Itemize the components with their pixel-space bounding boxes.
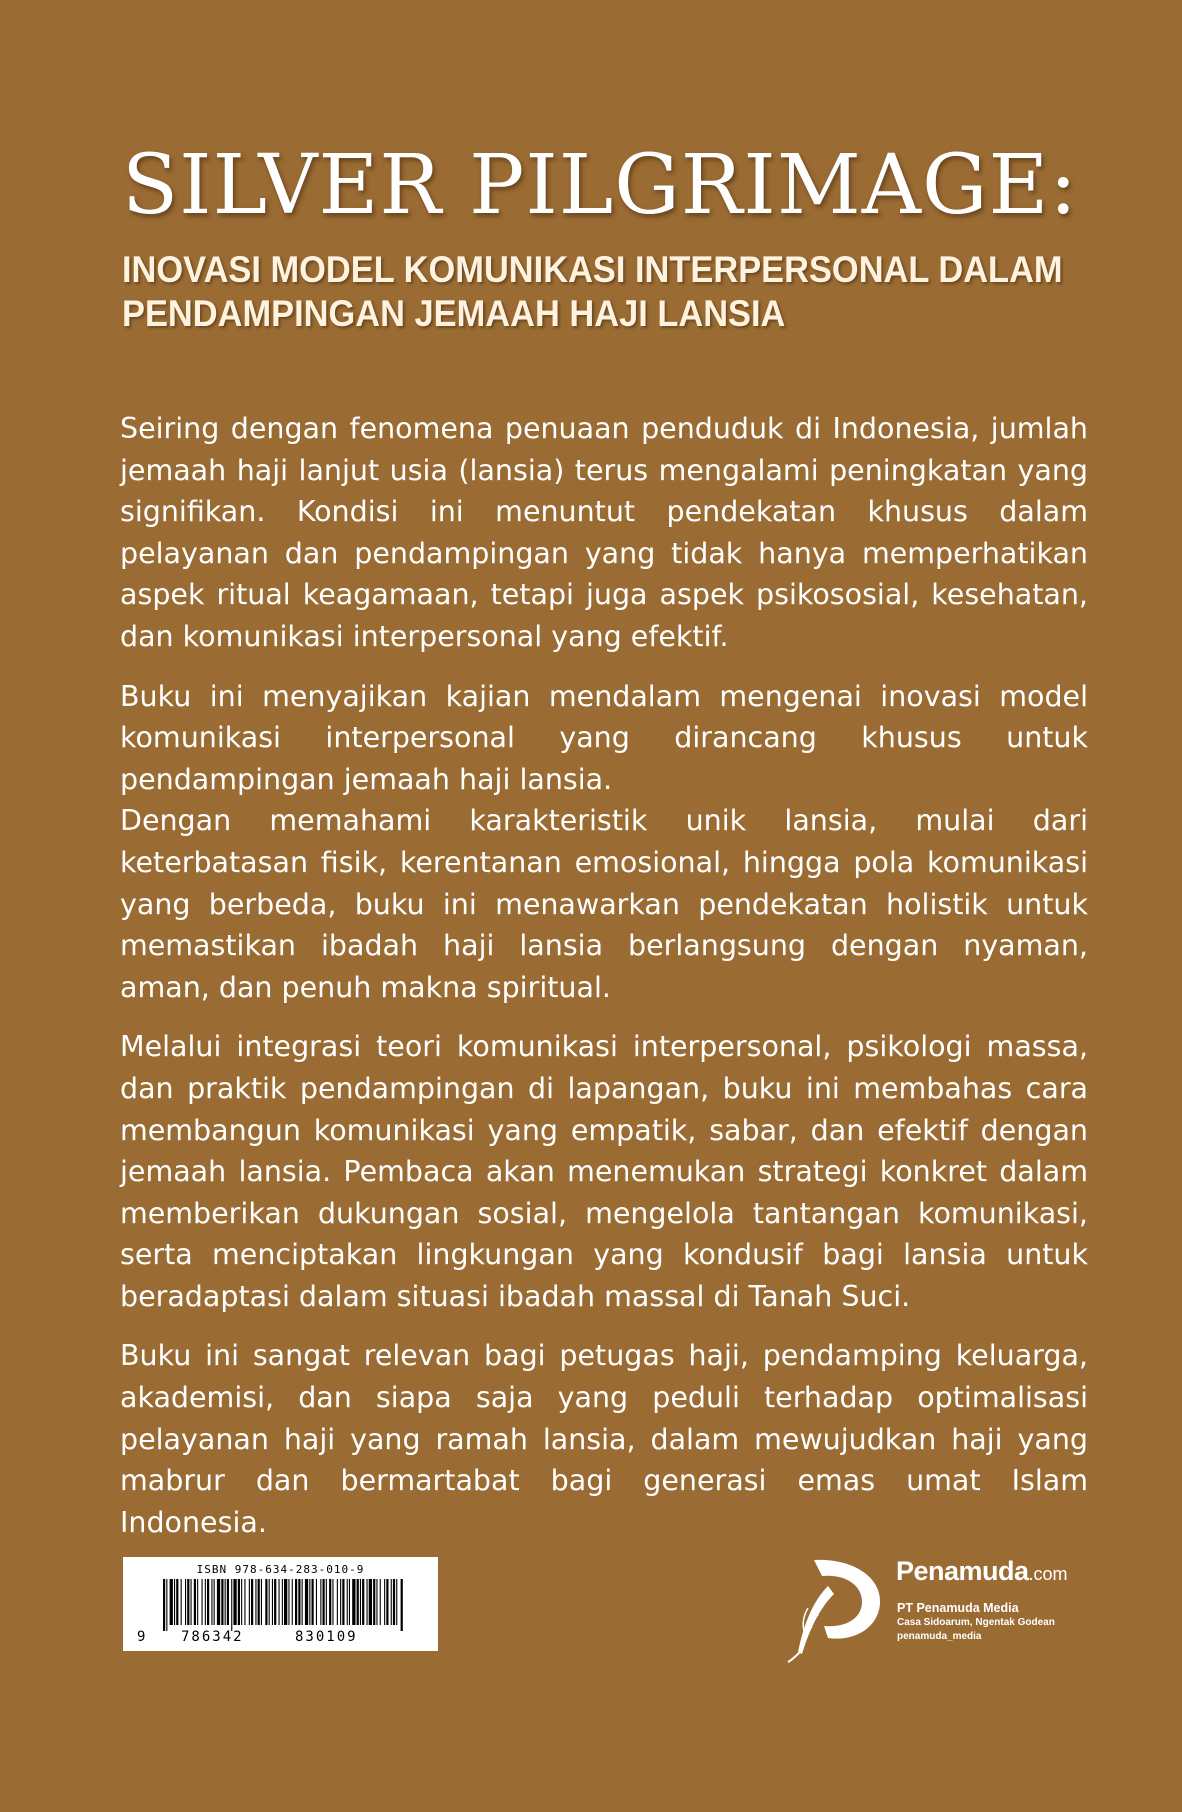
barcode-bar bbox=[207, 1579, 209, 1625]
barcode-bar bbox=[202, 1579, 203, 1625]
blurb-text bbox=[120, 408, 1088, 1561]
blurb-paragraph: Buku ini sangat relevan bagi petugas haji, pendamping keluarga, akademisi, dan siapa saja yang peduli terhadap optimalisasi pelayanan haji yang ramah lansia, dalam mewujudkan haji yang mabrur dan bermartabat bagi generasi emas umat Islam Indonesia. bbox=[120, 1339, 1088, 1539]
barcode-bar bbox=[295, 1579, 297, 1625]
blurb-paragraph: Buku ini menyajikan kajian mendalam mengenai inovasi model komunikasi interpersonal yang dirancang khusus untuk pendampingan jemaah haji lansia. bbox=[120, 679, 1088, 796]
barcode-bar bbox=[241, 1579, 242, 1625]
barcode-bar bbox=[166, 1579, 167, 1631]
barcode-bar bbox=[367, 1579, 368, 1625]
blurb-paragraph: Dengan memahami karakteristik unik lansia, mulai dari keterbatasan fisik, kerentanan emosional, hingga pola komunikasi yang berbeda, buku ini menawarkan pendekatan holistik untuk memastikan ibadah haji lansia berlangsung dengan nyaman, aman, dan penuh makna spiritual. bbox=[120, 804, 1088, 1004]
barcode-bar bbox=[340, 1579, 341, 1625]
barcode-bar bbox=[258, 1579, 260, 1625]
barcode-bar bbox=[170, 1579, 173, 1625]
barcode-bar bbox=[176, 1579, 178, 1625]
barcode-bar bbox=[292, 1579, 293, 1625]
barcode-bar bbox=[272, 1579, 273, 1625]
barcode-bar bbox=[187, 1579, 189, 1625]
barcode-bar bbox=[298, 1579, 300, 1625]
subtitle-line: PENDAMPINGAN JEMAAH HAJI LANSIA bbox=[122, 293, 786, 334]
publisher-address: Casa Sidoarum, Ngentak Godean bbox=[897, 1617, 1055, 1628]
barcode-bar bbox=[316, 1579, 317, 1625]
ean-right-digits: 830109 bbox=[295, 1629, 358, 1645]
subtitle-line: INOVASI MODEL KOMUNIKASI INTERPERSONAL DALAM bbox=[122, 249, 1063, 290]
publisher-name-main: Penamuda bbox=[896, 1556, 1029, 1586]
ean-first-digit: 9 bbox=[137, 1629, 146, 1645]
barcode-bar bbox=[323, 1579, 325, 1625]
barcode-bar bbox=[337, 1579, 338, 1625]
barcode-bar bbox=[357, 1579, 359, 1625]
publisher-block bbox=[784, 1556, 1104, 1666]
barcode-bar bbox=[205, 1579, 206, 1625]
barcode-bar bbox=[288, 1579, 289, 1625]
barcode-bar bbox=[329, 1579, 331, 1625]
feather-quill-p-logo-icon bbox=[784, 1556, 884, 1664]
publisher-details bbox=[897, 1600, 1055, 1644]
barcode-bar bbox=[255, 1579, 256, 1625]
barcode-bar bbox=[347, 1579, 348, 1625]
barcode-bar bbox=[191, 1579, 192, 1625]
barcode-bar bbox=[249, 1579, 250, 1625]
barcode-bar bbox=[305, 1579, 308, 1625]
barcode-bar bbox=[342, 1579, 344, 1625]
barcode-bar bbox=[197, 1579, 198, 1625]
barcode-bar bbox=[401, 1579, 403, 1631]
barcode-bar bbox=[227, 1579, 229, 1625]
barcode-bar bbox=[238, 1579, 240, 1625]
barcode-bar bbox=[284, 1579, 287, 1625]
barcode-bar bbox=[312, 1579, 314, 1625]
barcode-bar bbox=[369, 1579, 372, 1625]
barcode-bar bbox=[349, 1579, 350, 1625]
barcode-bar bbox=[362, 1579, 364, 1625]
barcode-bar bbox=[274, 1579, 276, 1625]
barcode-bar bbox=[332, 1579, 333, 1625]
barcode-bar bbox=[309, 1579, 310, 1625]
barcode-bar bbox=[194, 1579, 196, 1625]
barcode-bar bbox=[269, 1579, 270, 1625]
barcode-bar bbox=[181, 1579, 182, 1625]
publisher-handle: penamuda_media bbox=[897, 1631, 982, 1642]
barcode-bar bbox=[279, 1579, 280, 1625]
ean-left-digits: 786342 bbox=[181, 1629, 244, 1645]
barcode-bar bbox=[376, 1579, 377, 1625]
barcode-bar bbox=[380, 1579, 381, 1625]
publisher-name-domain: .com bbox=[1028, 1564, 1068, 1584]
barcode-bar bbox=[231, 1579, 232, 1631]
barcode-bar bbox=[214, 1579, 215, 1625]
barcode-bars bbox=[163, 1579, 403, 1631]
barcode-bar bbox=[185, 1579, 186, 1625]
blurb-paragraph: Seiring dengan fenomena penuaan penduduk di Indonesia, jumlah jemaah haji lanjut usia (lansia) terus mengalami peningkatan yang signifikan. Kondisi ini menuntut pendekatan khusus dalam pelayanan dan pendampingan yang tidak hanya memperhatikan aspek ritual keagamaan, tetapi juga aspek psikososial, kesehatan, dan komunikasi interpersonal yang efektif. bbox=[120, 412, 1088, 653]
barcode-bar bbox=[360, 1579, 361, 1625]
publisher-name bbox=[896, 1556, 1068, 1587]
book-title: SILVER PILGRIMAGE: bbox=[122, 138, 1078, 233]
book-subtitle bbox=[122, 248, 1063, 336]
barcode-bar bbox=[386, 1579, 388, 1625]
barcode-bar bbox=[217, 1579, 220, 1625]
barcode-bar bbox=[261, 1579, 262, 1625]
publisher-company: PT Penamuda Media bbox=[897, 1601, 1019, 1615]
barcode-bar bbox=[396, 1579, 397, 1625]
barcode-bar bbox=[221, 1579, 223, 1625]
isbn-barcode bbox=[123, 1557, 438, 1651]
isbn-label: ISBN 978-634-283-010-9 bbox=[196, 1563, 365, 1576]
barcode-bar bbox=[233, 1579, 236, 1625]
barcode-bar bbox=[211, 1579, 212, 1625]
barcode-bar bbox=[373, 1579, 375, 1625]
barcode-bar bbox=[320, 1579, 321, 1625]
barcode-bar bbox=[302, 1579, 303, 1625]
barcode-bar bbox=[251, 1579, 253, 1625]
barcode-bar bbox=[244, 1579, 245, 1625]
barcode-bar bbox=[326, 1579, 327, 1625]
blurb-paragraph: Melalui integrasi teori komunikasi interpersonal, psikologi massa, dan praktik pendampingan di lapangan, buku ini membahas cara membangun komunikasi yang empatik, sabar, dan efektif dengan jemaah lansia. Pembaca akan menemukan strategi konkret dalam memberikan dukungan sosial, mengelola tantangan komunikasi, serta menciptakan lingkungan yang kondusif bagi lansia untuk beradaptasi dalam situasi ibadah massal di Tanah Suci. bbox=[120, 1030, 1088, 1313]
barcode-bar bbox=[174, 1579, 175, 1625]
barcode-bar bbox=[265, 1579, 267, 1625]
barcode-bar bbox=[225, 1579, 226, 1625]
barcode-bar bbox=[384, 1579, 385, 1625]
barcode-bar bbox=[352, 1579, 355, 1625]
barcode-bar bbox=[282, 1579, 283, 1625]
barcode-bar bbox=[393, 1579, 395, 1625]
barcode-bar bbox=[163, 1579, 165, 1631]
barcode-bar bbox=[391, 1579, 392, 1625]
